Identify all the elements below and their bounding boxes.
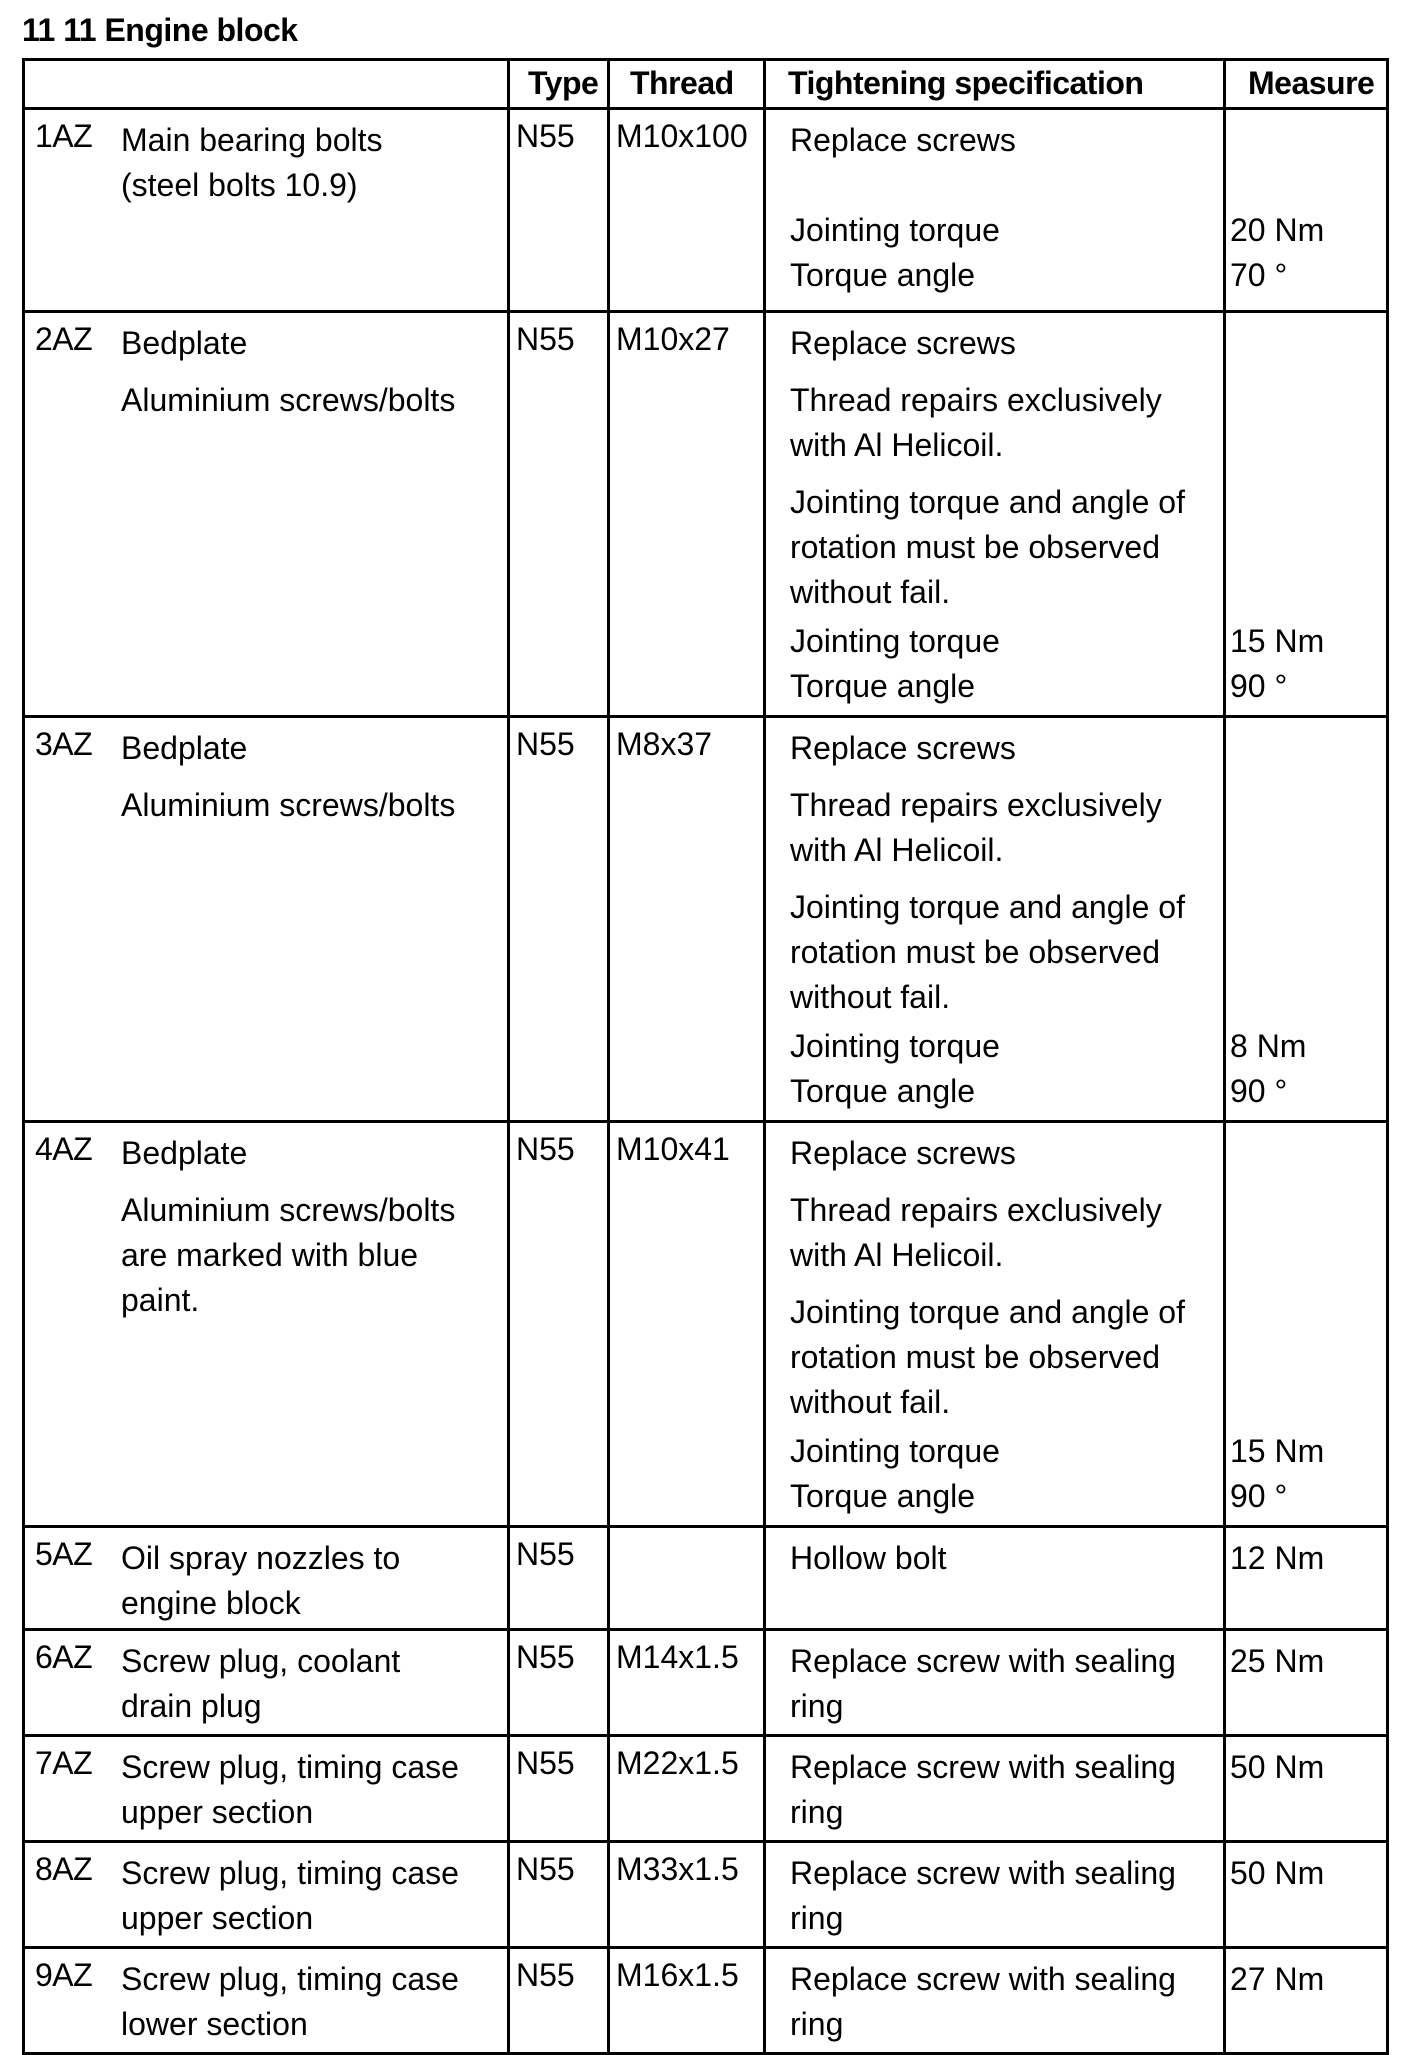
spec-line: rotation must be observed [790,934,1160,970]
measure-value: 15 Nm [1230,1433,1325,1469]
row-thread-cell [609,1122,765,1527]
row-description-line: lower section [121,2006,308,2042]
spec-line: Torque angle [790,1073,976,1109]
spec-line: Torque angle [790,1478,976,1514]
row-type-cell [509,1122,609,1527]
row-id: 3AZ [35,726,93,762]
row-measure-cell [1225,717,1388,1122]
row-type: N55 [516,1745,575,1781]
spec-line: rotation must be observed [790,529,1160,565]
header-measure: Measure [1225,60,1388,109]
row-spec-cell [765,1122,1225,1527]
measure-value: 90 ° [1230,1478,1288,1514]
row-spec-cell [765,717,1225,1122]
spec-line: without fail. [790,979,951,1015]
measure-value: 27 Nm [1230,1961,1325,1997]
measure-value: 90 ° [1230,1073,1288,1109]
header-description [24,60,509,109]
spec-line: Replace screw with sealing [790,1643,1176,1679]
measure-value [1226,163,1386,208]
table-row [24,1948,1388,2054]
row-description-cell [24,1527,509,1630]
measure-value [1226,1131,1386,1176]
row-thread: M14x1.5 [616,1639,739,1675]
row-thread-cell [609,1736,765,1842]
measure-value [1226,885,1386,930]
row-description-line: Bedplate [121,325,248,361]
row-spec-cell [765,312,1225,717]
header-tightening-specification: Tightening specification [765,60,1225,109]
row-description-line: Screw plug, timing case [121,1961,459,1997]
row-description-line: Aluminium screws/bolts [121,1192,456,1228]
spec-line: Jointing torque [790,212,1000,248]
spec-line: Replace screws [790,730,1016,766]
row-description-line: Screw plug, coolant [121,1643,401,1679]
row-type: N55 [516,321,575,357]
spec-line: Jointing torque [790,1433,1000,1469]
row-description-line: Bedplate [121,1135,248,1171]
measure-value [1226,321,1386,366]
row-type: N55 [516,1536,575,1572]
row-description-line: Aluminium screws/bolts [121,382,456,418]
measure-value: 70 ° [1230,257,1288,293]
row-id: 8AZ [35,1851,93,1887]
measure-value: 90 ° [1230,668,1288,704]
measure-value [1226,828,1386,873]
row-description-line: Bedplate [121,730,248,766]
measure-value [1226,1380,1386,1425]
row-thread: M16x1.5 [616,1957,739,1993]
row-measure-cell [1225,109,1388,312]
row-measure-cell [1225,1736,1388,1842]
spec-line: with Al Helicoil. [790,1237,1004,1273]
table-row [24,717,1388,1122]
row-type-cell [509,1630,609,1736]
spec-line: Torque angle [790,257,976,293]
measure-value [1226,1335,1386,1380]
row-type: N55 [516,726,575,762]
spec-line: Thread repairs exclusively [790,1192,1162,1228]
table-row [24,1842,1388,1948]
row-description-line: Aluminium screws/bolts [121,787,456,823]
measure-value [1226,1233,1386,1278]
row-thread [610,1528,763,1536]
row-id: 2AZ [35,321,93,357]
row-description-cell [24,1948,509,2054]
table-header-row [24,60,1388,109]
row-type: N55 [516,1957,575,1993]
row-measure-cell [1225,1527,1388,1630]
spec-line: without fail. [790,574,951,610]
header-type: Type [509,60,609,109]
spec-line: ring [790,1794,844,1830]
spec-line: Thread repairs exclusively [790,382,1162,418]
spec-line: Jointing torque and angle of [790,889,1185,925]
row-id: 6AZ [35,1639,93,1675]
spec-line: Replace screws [790,1135,1016,1171]
spec-line: ring [790,1900,844,1936]
measure-value: 15 Nm [1230,623,1325,659]
spec-line: ring [790,2006,844,2042]
measure-value: 12 Nm [1230,1540,1325,1576]
measure-value [1226,480,1386,525]
measure-value: 50 Nm [1230,1749,1325,1785]
row-spec-cell [765,1842,1225,1948]
spec-line: Jointing torque and angle of [790,1294,1185,1330]
row-thread-cell [609,312,765,717]
row-type: N55 [516,118,575,154]
page-title: 11 11 Engine block [22,12,298,48]
measure-value [1226,783,1386,828]
spec-line [766,163,1223,208]
table-row [24,1736,1388,1842]
row-type-cell [509,312,609,717]
row-spec-cell [765,1948,1225,2054]
row-description-line: upper section [121,1900,314,1936]
measure-value [1226,2002,1386,2047]
row-thread-cell [609,1630,765,1736]
row-description-cell [24,1736,509,1842]
row-type-cell [509,1736,609,1842]
row-thread-cell [609,109,765,312]
row-description-line: Screw plug, timing case [121,1855,459,1891]
spec-line: Replace screws [790,325,1016,361]
row-measure-cell [1225,1948,1388,2054]
row-description-line: paint. [121,1282,200,1318]
measure-value [1226,378,1386,423]
measure-value: 50 Nm [1230,1855,1325,1891]
table-row [24,109,1388,312]
header-thread: Thread [609,60,765,109]
spec-line: Jointing torque [790,1028,1000,1064]
row-type-cell [509,109,609,312]
row-type-cell [509,1842,609,1948]
row-description-cell [24,1842,509,1948]
measure-value [1226,525,1386,570]
table-row [24,1630,1388,1736]
row-description-cell [24,109,509,312]
spec-line: Torque angle [790,668,976,704]
row-thread-cell [609,1842,765,1948]
spec-line: Replace screws [790,122,1016,158]
row-thread-cell [609,1527,765,1630]
spec-line: Hollow bolt [790,1540,947,1576]
row-thread: M10x27 [616,321,730,357]
row-type-cell [509,717,609,1122]
measure-value [1226,975,1386,1020]
row-description-line: upper section [121,1794,314,1830]
spec-line: Replace screw with sealing [790,1961,1176,1997]
spec-line: Jointing torque [790,623,1000,659]
spec-line: Jointing torque and angle of [790,484,1185,520]
row-thread-cell [609,1948,765,2054]
spec-line: with Al Helicoil. [790,427,1004,463]
row-spec-cell [765,109,1225,312]
measure-value: 8 Nm [1230,1028,1307,1064]
spec-line: ring [790,1688,844,1724]
row-description-cell [24,1630,509,1736]
row-spec-cell [765,1630,1225,1736]
row-id: 1AZ [35,118,93,154]
spec-line: with Al Helicoil. [790,832,1004,868]
row-type-cell [509,1527,609,1630]
row-description-line: are marked with blue [121,1237,419,1273]
spec-line: without fail. [790,1384,951,1420]
row-thread-cell [609,717,765,1122]
row-measure-cell [1225,1630,1388,1736]
spec-line: Thread repairs exclusively [790,787,1162,823]
row-description-line: drain plug [121,1688,262,1724]
row-spec-cell [765,1736,1225,1842]
row-description-line: (steel bolts 10.9) [121,167,358,203]
row-measure-cell [1225,312,1388,717]
measure-value [1226,1188,1386,1233]
table-row [24,1122,1388,1527]
row-measure-cell [1225,1842,1388,1948]
spec-line: Replace screw with sealing [790,1855,1176,1891]
measure-value [1226,1790,1386,1835]
row-thread: M8x37 [616,726,713,762]
row-type: N55 [516,1851,575,1887]
measure-value [1226,1290,1386,1335]
measure-value [1226,423,1386,468]
row-type: N55 [516,1639,575,1675]
spec-line: rotation must be observed [790,1339,1160,1375]
measure-value [1226,118,1386,163]
measure-value: 20 Nm [1230,212,1325,248]
table-row [24,1527,1388,1630]
row-type: N55 [516,1131,575,1167]
measure-value [1226,1896,1386,1941]
row-description-line: Oil spray nozzles to [121,1540,401,1576]
row-description-cell [24,1122,509,1527]
row-measure-cell [1225,1122,1388,1527]
row-description-cell [24,717,509,1122]
torque-spec-table [22,58,1389,2055]
row-thread: M10x100 [616,118,748,154]
measure-value [1226,930,1386,975]
spec-line: Replace screw with sealing [790,1749,1176,1785]
row-description-line: engine block [121,1585,301,1621]
measure-value: 25 Nm [1230,1643,1325,1679]
row-spec-cell [765,1527,1225,1630]
row-id: 4AZ [35,1131,93,1167]
row-thread: M10x41 [616,1131,730,1167]
row-id: 9AZ [35,1957,93,1993]
row-id: 7AZ [35,1745,93,1781]
row-thread: M33x1.5 [616,1851,739,1887]
row-description-cell [24,312,509,717]
row-type-cell [509,1948,609,2054]
measure-value [1226,1684,1386,1729]
table-row [24,312,1388,717]
row-description-line: Screw plug, timing case [121,1749,459,1785]
row-description-line: Main bearing bolts [121,122,383,158]
measure-value [1226,570,1386,615]
row-thread: M22x1.5 [616,1745,739,1781]
row-id: 5AZ [35,1536,93,1572]
measure-value [1226,726,1386,771]
